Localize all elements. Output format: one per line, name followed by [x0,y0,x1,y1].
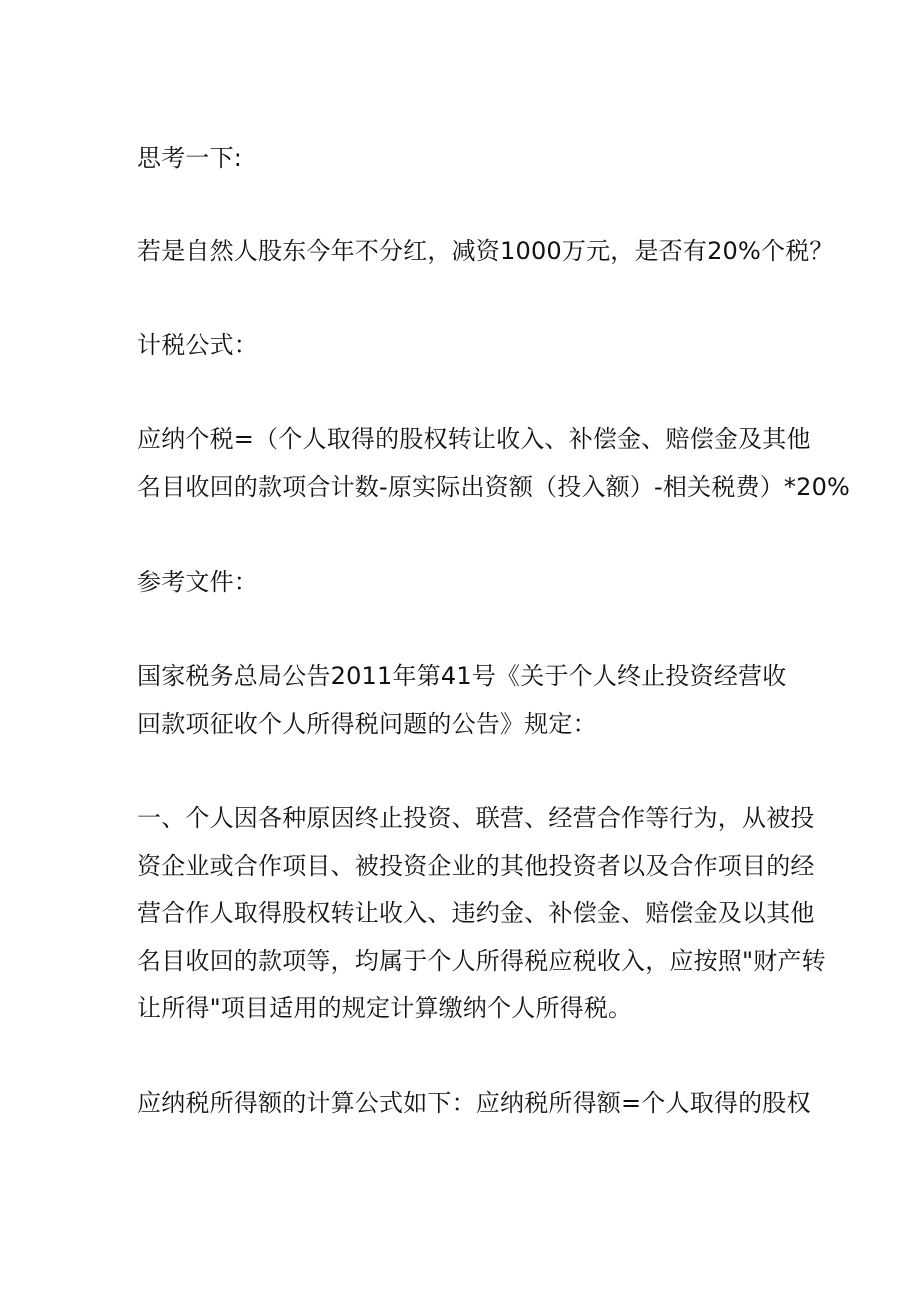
reference-line-2: 回款项征收个人所得税问题的公告》规定： [137,710,597,738]
reference-heading: 参考文件： [137,568,258,596]
formula-line-1: 应纳个税=（个人取得的股权转让收入、补偿金、赔偿金及其他 [137,425,811,453]
heading-think: 思考一下: [137,144,243,172]
calc-line-1: 应纳税所得额的计算公式如下：应纳税所得额=个人取得的股权 [137,1089,811,1117]
question-text: 若是自然人股东今年不分红，减资1000万元，是否有20%个税？ [137,237,834,265]
formula-heading: 计税公式： [137,331,258,359]
article-line-4: 名目收回的款项等，均属于个人所得税应税收入，应按照"财产转 [137,947,826,975]
article-line-1: 一、个人因各种原因终止投资、联营、经营合作等行为，从被投 [137,804,815,832]
article-line-2: 资企业或合作项目、被投资企业的其他投资者以及合作项目的经 [137,852,815,880]
formula-line-2: 名目收回的款项合计数-原实际出资额（投入额）-相关税费）*20% [137,473,851,501]
article-line-5: 让所得"项目适用的规定计算缴纳个人所得税。 [137,994,633,1022]
article-line-3: 营合作人取得股权转让收入、违约金、补偿金、赔偿金及以其他 [137,899,815,927]
reference-line-1: 国家税务总局公告2011年第41号《关于个人终止投资经营收 [137,662,787,690]
